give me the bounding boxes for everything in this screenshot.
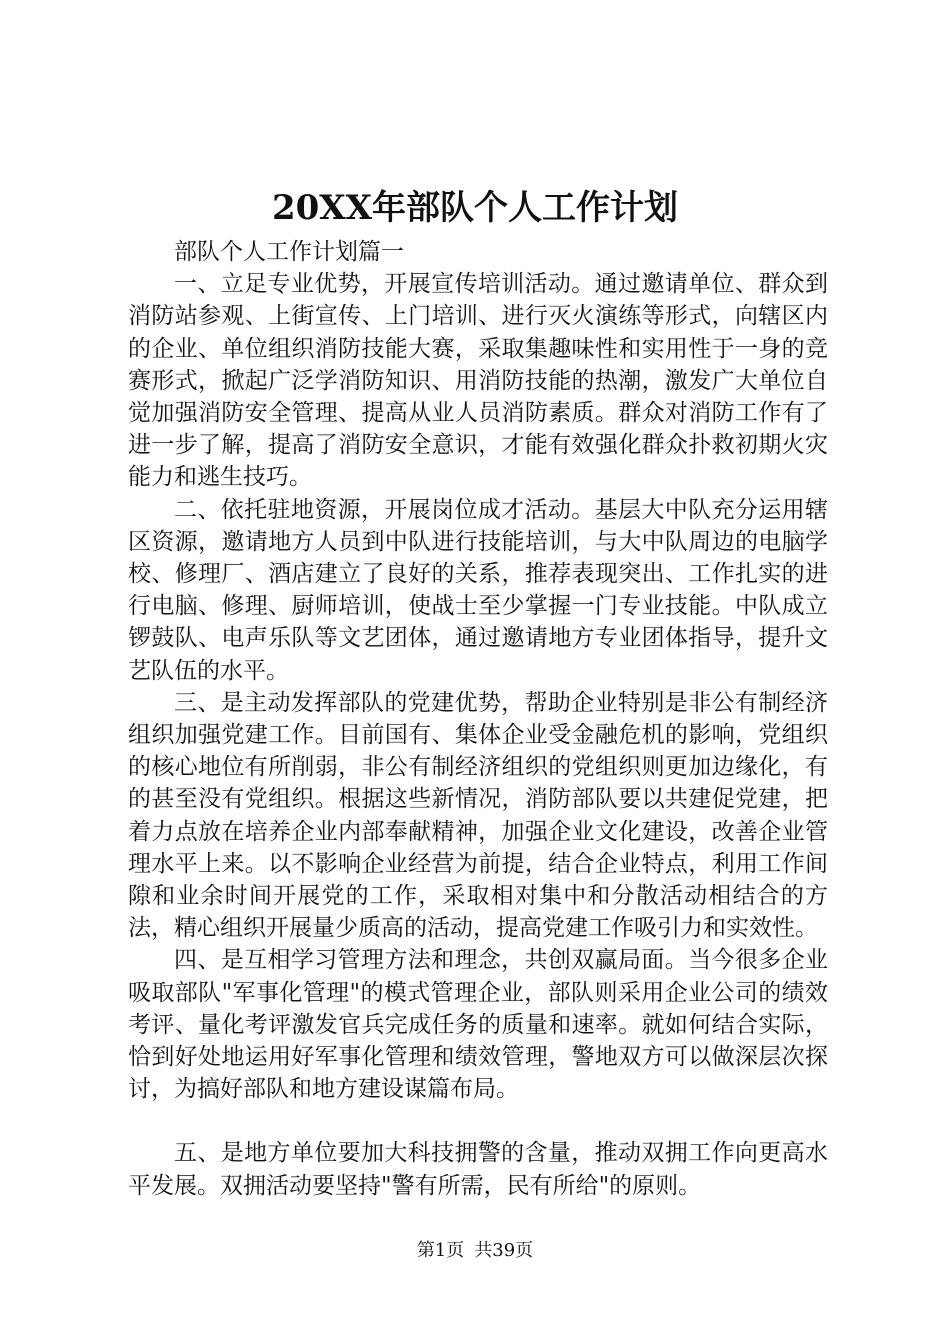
page-number: 第1页	[416, 1240, 465, 1261]
section-heading: 部队个人工作计划篇一	[174, 239, 404, 265]
page-total: 共39页	[474, 1240, 534, 1261]
paragraph-2: 二、依托驻地资源，开展岗位成才活动。基层大中队充分运用辖区资源，邀请地方人员到中队进行技能培训，与大中队周边的电脑学校、修理厂、酒店建立了良好的关系，推荐表现突出、工作扎实的进行电脑、修理、厨师培训，使战士至少掌握一门专业技能。中队成立锣鼓队、电声乐队等文艺团体，通过邀请地方专业团体指导，提升文艺队伍的水平。	[128, 496, 828, 684]
blank-line	[128, 1105, 828, 1137]
paragraph-1: 一、立足专业优势，开展宣传培训活动。通过邀请单位、群众到消防站参观、上街宣传、上门培训、进行灭火演练等形式，向辖区内的企业、单位组织消防技能大赛，采取集趣味性和实用性于一身的竞赛形式，掀起广泛学消防知识、用消防技能的热潮，激发广大单位自觉加强消防安全管理、提高从业人员消防素质。群众对消防工作有了进一步了解，提高了消防安全意识，才能有效强化群众扑救初期火灾能力和逃生技巧。	[128, 271, 828, 491]
document-body	[128, 236, 828, 1202]
page-footer	[0, 1239, 950, 1263]
paragraph-4: 四、是互相学习管理方法和理念，共创双赢局面。当今很多企业吸取部队"军事化管理"的模式管理企业，部队则采用企业公司的绩效考评、量化考评激发官兵完成任务的质量和速率。就如何结合实际，恰到好处地运用好军事化管理和绩效管理，警地双方可以做深层次探讨，为搞好部队和地方建设谋篇布局。	[128, 947, 828, 1103]
paragraph-5: 五、是地方单位要加大科技拥警的含量，推动双拥工作向更高水平发展。双拥活动要坚持"警有所需，民有所给"的原则。	[128, 1140, 828, 1199]
paragraph-3: 三、是主动发挥部队的党建优势，帮助企业特别是非公有制经济组织加强党建工作。目前国有、集体企业受金融危机的影响，党组织的核心地位有所削弱，非公有制经济组织的党组织则更加边缘化，有的甚至没有党组织。根据这些新情况，消防部队要以共建促党建，把着力点放在培养企业内部奉献精神，加强企业文化建设，改善企业管理水平上来。以不影响企业经营为前提，结合企业特点，利用工作间隙和业余时间开展党的工作，采取相对集中和分散活动相结合的方法，精心组织开展量少质高的活动，提高党建工作吸引力和实效性。	[128, 689, 828, 942]
document-title: 20XX年部队个人工作计划	[271, 188, 679, 228]
